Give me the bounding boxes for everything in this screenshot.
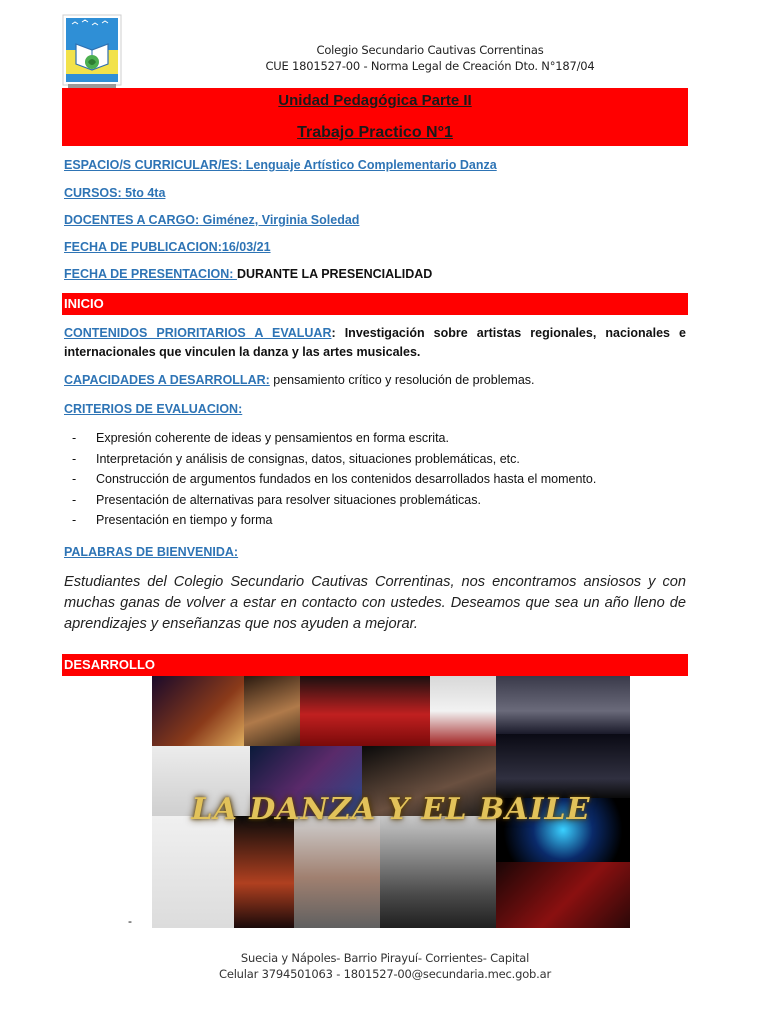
field-cursos-label: CURSOS: xyxy=(64,186,122,200)
title-band xyxy=(62,88,688,146)
field-docentes-value: Giménez, Virginia Soledad xyxy=(199,213,360,227)
collage-tile xyxy=(300,676,430,746)
collage-tile xyxy=(152,676,244,746)
capacidades-paragraph xyxy=(64,371,686,390)
field-espacio xyxy=(64,158,497,172)
dance-collage-image xyxy=(152,676,630,928)
school-logo xyxy=(62,14,122,92)
assignment-title: Trabajo Practico N°1 xyxy=(297,124,453,141)
field-fecha-presentacion-label: FECHA DE PRESENTACION: xyxy=(64,267,237,281)
field-cursos-value: 5to 4ta xyxy=(121,186,166,200)
collage-tile xyxy=(152,816,234,928)
capacidades-text: pensamiento crítico y resolución de problemas. xyxy=(269,373,535,387)
field-espacio-value: Lenguaje Artístico Complementario Danza xyxy=(242,158,497,172)
criterios-heading xyxy=(64,400,686,419)
collage-tile xyxy=(430,676,496,746)
section-desarrollo-heading: DESARROLLO xyxy=(62,654,688,676)
list-item: - Presentación en tiempo y forma xyxy=(72,510,692,531)
criterios-label: CRITERIOS DE EVALUACION: xyxy=(64,402,243,416)
field-fecha-presentacion-value: DURANTE LA PRESENCIALIDAD xyxy=(236,267,433,281)
trailing-dash: - xyxy=(128,914,132,928)
field-espacio-label: ESPACIO/S CURRICULAR/ES: xyxy=(64,158,243,172)
list-item: - Interpretación y análisis de consignas, datos, situaciones problemáticas, etc. xyxy=(72,449,692,470)
footer-contact: Celular 3794501063 - 1801527-00@secundaria.mec.gob.ar xyxy=(218,967,551,981)
list-item: - Presentación de alternativas para resolver situaciones problemáticas. xyxy=(72,490,692,511)
field-fecha-publicacion xyxy=(64,240,271,254)
collage-caption: LA DANZA Y EL BAILE xyxy=(191,792,591,827)
field-docentes xyxy=(64,213,359,227)
school-name: Colegio Secundario Cautivas Correntinas xyxy=(316,43,544,57)
list-item: - Construcción de argumentos fundados en los contenidos desarrollados hasta el momento. xyxy=(72,469,692,490)
collage-tile xyxy=(294,816,380,928)
criterios-list xyxy=(72,428,692,531)
bienvenida-heading xyxy=(64,543,686,562)
contenidos-text: : Investigación sobre artistas regionales, nacionales e internacionales que vinculen la danza y las artes musicales. xyxy=(64,326,686,359)
collage-tile xyxy=(496,862,630,928)
page-footer xyxy=(150,950,620,982)
list-item: - Expresión coherente de ideas y pensamientos en forma escrita. xyxy=(72,428,692,449)
bienvenida-label: PALABRAS DE BIENVENIDA: xyxy=(64,545,239,559)
cue-line: CUE 1801527-00 - Norma Legal de Creación Dto. N°187/04 xyxy=(265,59,595,73)
section-inicio-heading: INICIO xyxy=(62,293,688,315)
collage-tile xyxy=(244,676,300,746)
unit-title: Unidad Pedagógica Parte II xyxy=(278,92,472,109)
field-fecha-presentacion xyxy=(64,267,432,281)
footer-address: Suecia y Nápoles- Barrio Pirayuí- Corrientes- Capital xyxy=(240,951,530,965)
school-header xyxy=(200,42,660,74)
contenidos-paragraph xyxy=(64,324,686,362)
collage-tile xyxy=(496,676,630,734)
collage-tile xyxy=(496,734,630,798)
collage-tile xyxy=(380,816,496,928)
contenidos-label: CONTENIDOS PRIORITARIOS A EVALUAR xyxy=(64,326,332,340)
field-docentes-label: DOCENTES A CARGO: xyxy=(64,213,200,227)
field-cursos xyxy=(64,186,165,200)
field-fecha-publicacion-value: 16/03/21 xyxy=(221,240,271,254)
bienvenida-text: Estudiantes del Colegio Secundario Cautivas Correntinas, nos encontramos ansiosos y con muchas ganas de volver a estar en contacto con ustedes. Deseamos que sea un año lleno de aprendizajes y enseñanzas que nos ayuden a mejorar. xyxy=(64,574,686,632)
capacidades-label: CAPACIDADES A DESARROLLAR: xyxy=(64,373,270,387)
field-fecha-publicacion-label: FECHA DE PUBLICACION: xyxy=(64,240,222,254)
collage-tile xyxy=(234,816,294,928)
